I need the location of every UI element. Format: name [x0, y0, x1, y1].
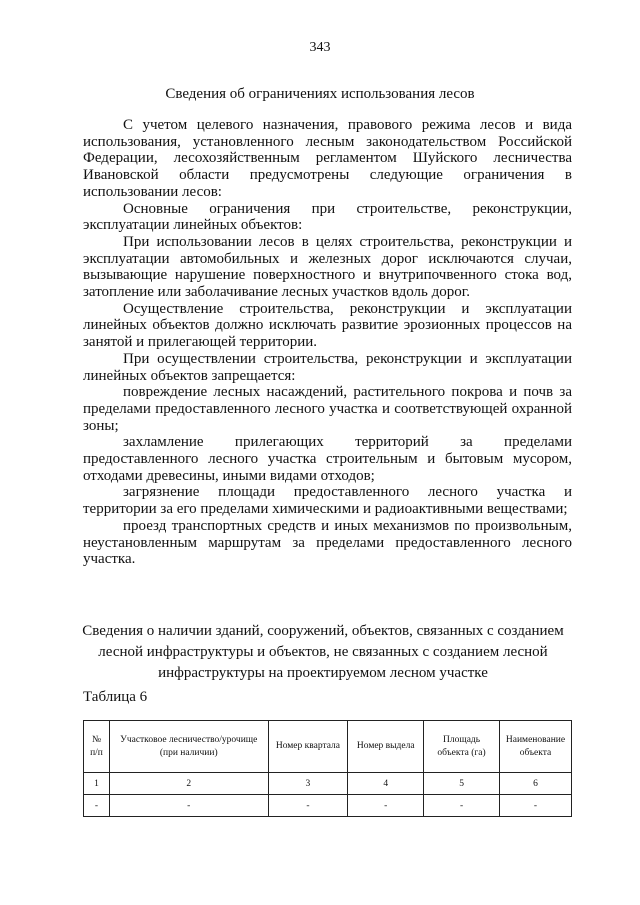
paragraph: При использовании лесов в целях строительства, реконструкции и эксплуатации автомобильных и железных дорог исключаются случаи, вызывающие нарушение поверхностного и внутрипочвенного стока вод, затопление или заболачивание лесных участков вдоль дорог.	[83, 233, 572, 301]
table-cell: -	[84, 795, 110, 817]
table-cell: -	[109, 795, 268, 817]
table-row	[84, 773, 572, 795]
section-title-infrastructure: Сведения о наличии зданий, сооружений, объектов, связанных с созданием лесной инфраструктуры и объектов, не связанных с созданием лесной инфраструктуры на проектируемом лесном участке	[82, 623, 564, 681]
paragraph: С учетом целевого назначения, правового режима лесов и вида использования, установленного лесным законодательством Российской Федерации, лесохозяйственным регламентом Шуйского лесничества Ивановской области предусмотрены следующие ограничения в использовании лесов:	[83, 117, 572, 200]
table-cell: -	[268, 795, 348, 817]
table-cell: -	[499, 795, 571, 817]
restrictions-text	[83, 117, 572, 568]
header-cell-quarter: Номер квартала	[268, 721, 348, 773]
table-cell: 6	[499, 773, 571, 795]
paragraph: загрязнение площади предоставленного лесного участка и территории за его пределами химическими и радиоактивными веществами;	[83, 484, 572, 518]
paragraph: При осуществлении строительства, реконструкции и эксплуатации линейных объектов запрещается:	[83, 350, 572, 384]
header-cell-area: Площадь объекта (га)	[424, 721, 500, 773]
paragraph: Основные ограничения при строительстве, реконструкции, эксплуатации линейных объектов:	[83, 200, 572, 234]
table-label: Таблица 6	[83, 689, 148, 705]
infrastructure-table	[83, 720, 572, 817]
paragraph: захламление прилегающих территорий за пределами предоставленного лесного участка строительным и бытовым мусором, отходами древесины, иными видами отходов;	[83, 434, 572, 484]
table-row	[84, 795, 572, 817]
header-cell-number: № п/п	[84, 721, 110, 773]
page-number: 343	[309, 40, 331, 55]
table-cell: 4	[348, 773, 424, 795]
table-cell: -	[348, 795, 424, 817]
paragraph: Осуществление строительства, реконструкции и эксплуатации линейных объектов должно исключать развитие эрозионных процессов на занятой и прилегающей территории.	[83, 300, 572, 351]
table-cell: -	[424, 795, 500, 817]
header-cell-forestry: Участковое лесничество/урочище (при наличии)	[109, 721, 268, 773]
paragraph: повреждение лесных насаждений, растительного покрова и почв за пределами предоставленного лесного участка и соответствующей охранной зоны;	[83, 384, 572, 434]
section-title-restrictions: Сведения об ограничениях использования лесов	[165, 86, 475, 102]
paragraph: проезд транспортных средств и иных механизмов по произвольным, неустановленным маршрутам за пределами предоставленного лесного участка.	[83, 517, 572, 568]
table-cell: 3	[268, 773, 348, 795]
table-cell: 1	[84, 773, 110, 795]
header-cell-object-name: Наименование объекта	[499, 721, 571, 773]
table-cell: 2	[109, 773, 268, 795]
table-cell: 5	[424, 773, 500, 795]
table-header-row	[84, 721, 572, 773]
header-cell-section: Номер выдела	[348, 721, 424, 773]
